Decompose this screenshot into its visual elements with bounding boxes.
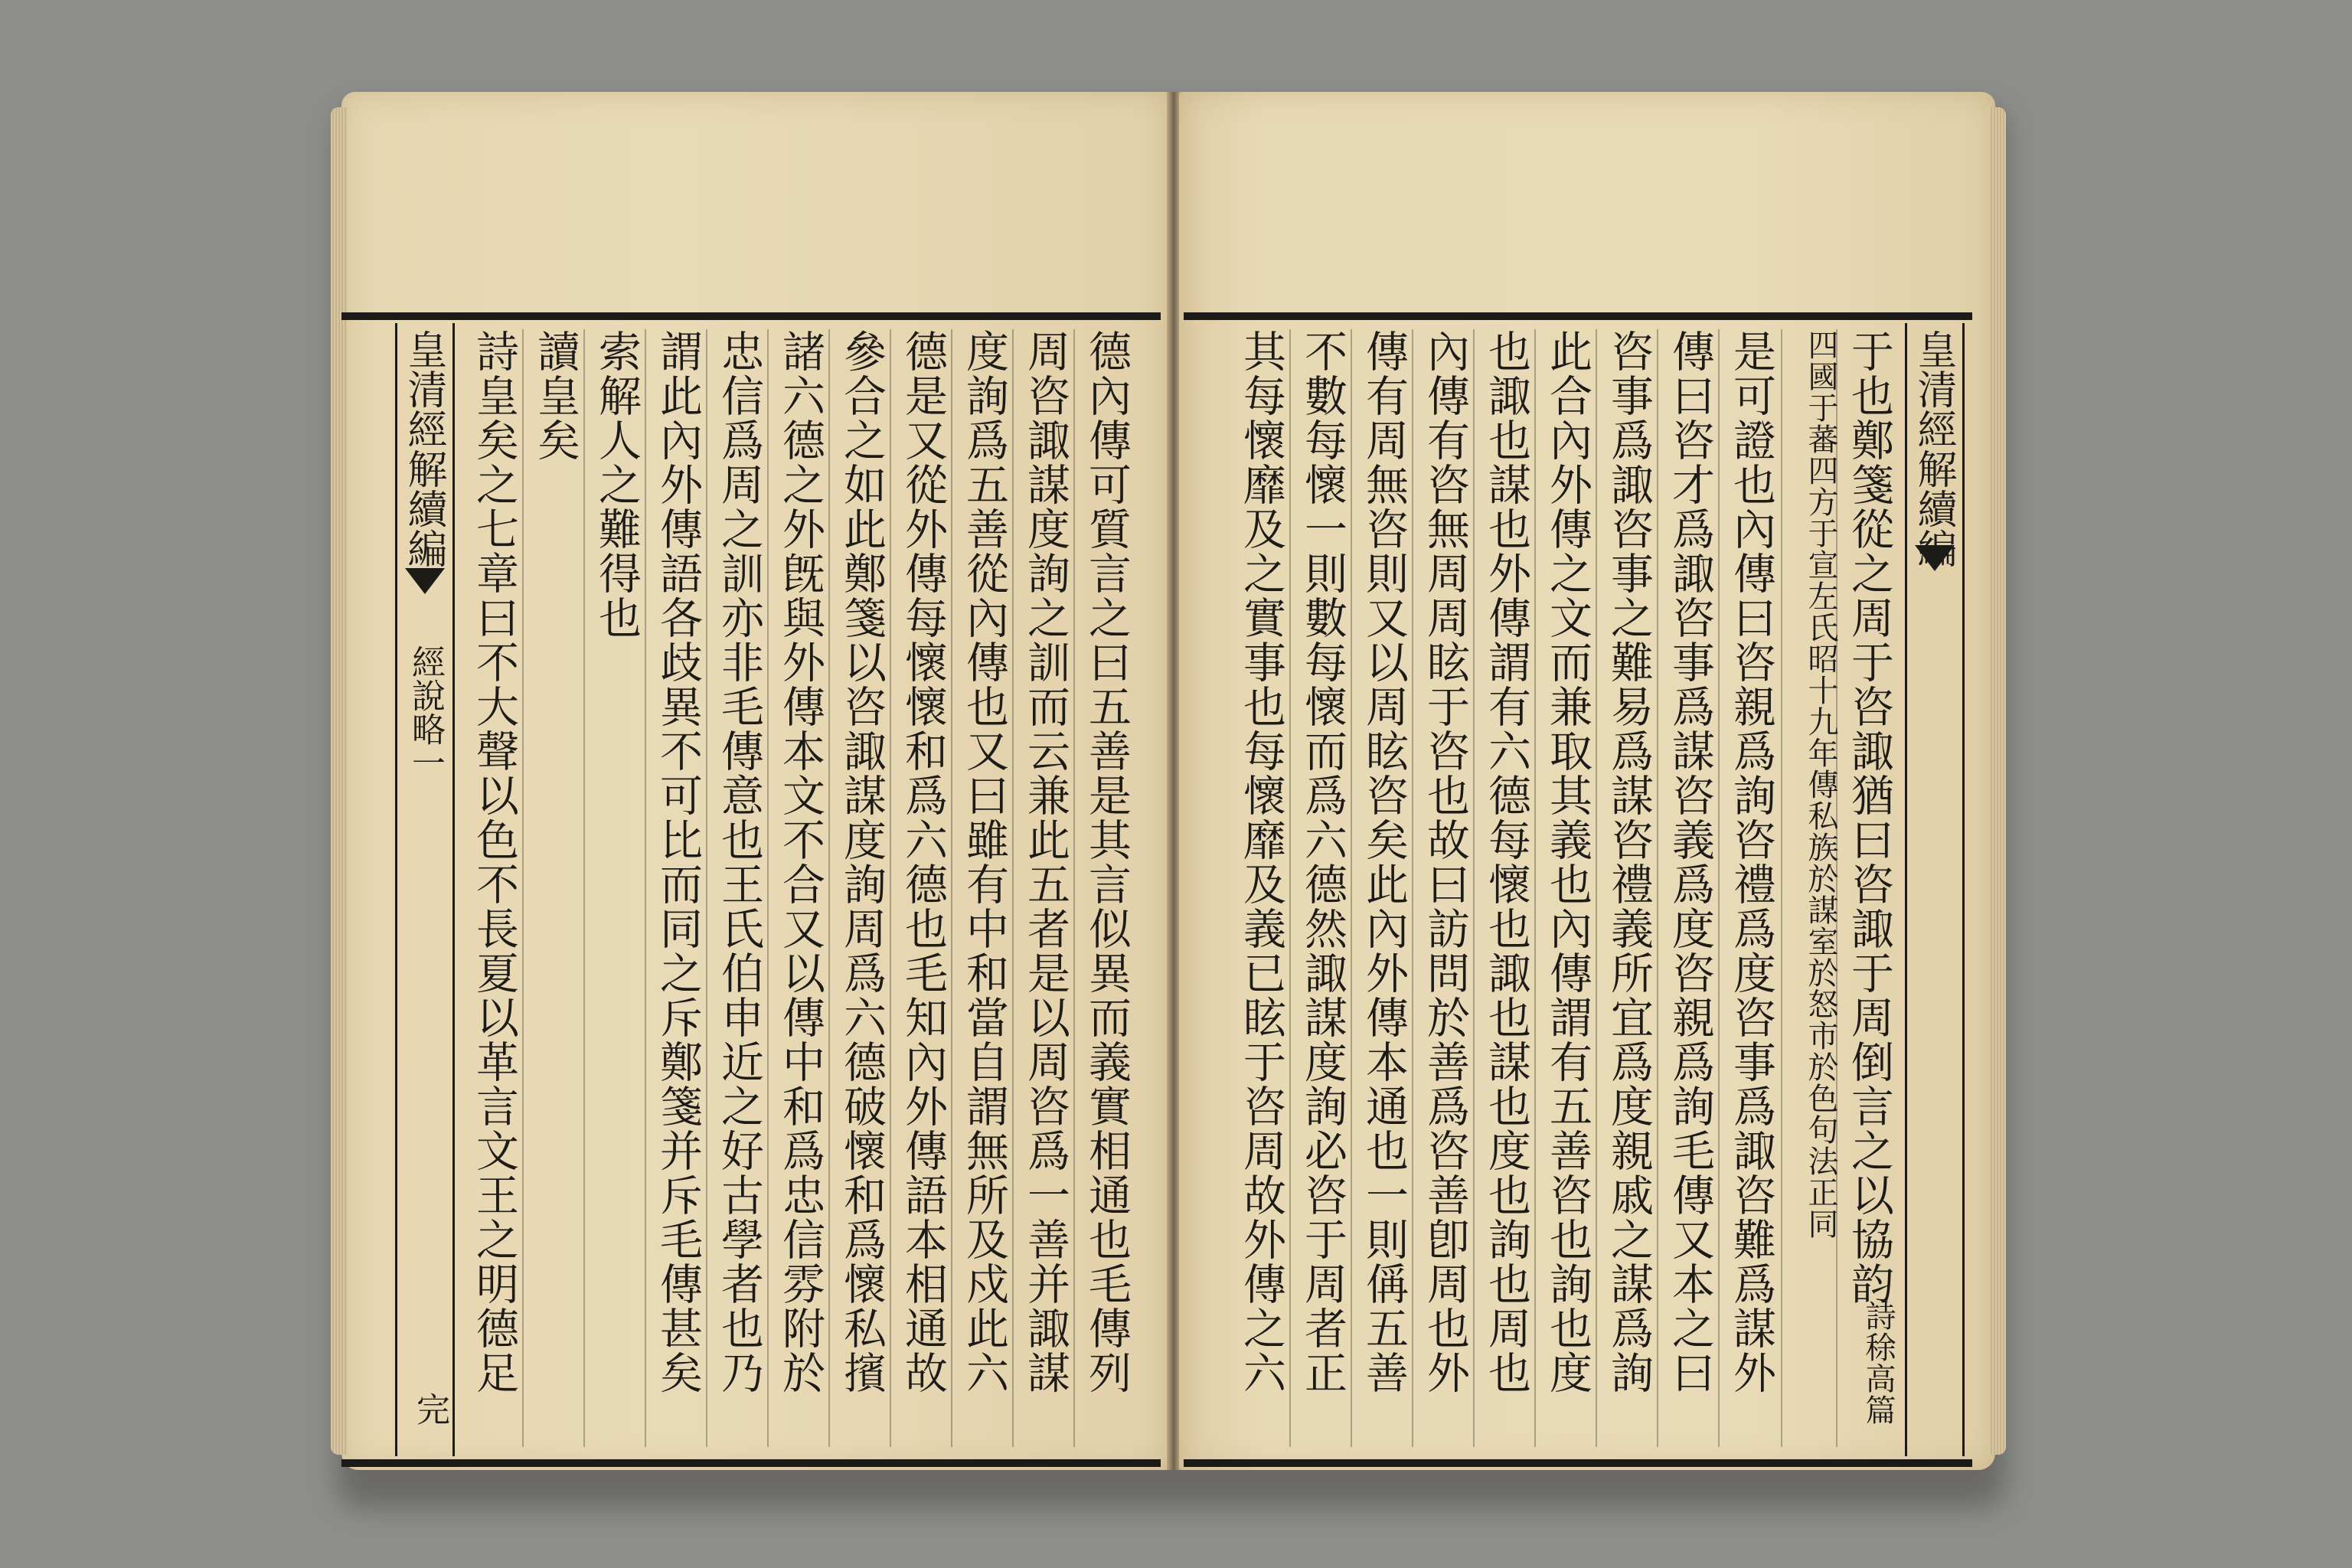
column-divider <box>1412 329 1413 1447</box>
column-divider <box>522 329 524 1447</box>
column-divider <box>767 329 769 1447</box>
center-banner <box>1905 323 1965 1456</box>
column-divider <box>1781 329 1782 1447</box>
center-banner <box>395 323 455 1456</box>
column-divider <box>1657 329 1658 1447</box>
column-divider <box>706 329 707 1447</box>
collection-title: 皇清經解續編 <box>1910 329 1956 568</box>
text-column: 內傳有咨無周周眩于咨也故曰訪問於善爲咨善卽周也外 <box>1420 329 1470 1395</box>
text-column: 傳有周無咨則又以周眩咨矣此內外傳本通也一則偁五善 <box>1359 329 1409 1395</box>
column-divider <box>1718 329 1720 1447</box>
bottom-border-rule <box>341 1459 1161 1467</box>
text-column: 索解人之難得也 <box>592 329 642 640</box>
text-column: 度詢爲五善從內傳也又曰雖有中和當自謂無所及戍此六 <box>959 329 1009 1395</box>
section-title: 經說略一 <box>406 645 445 779</box>
column-divider <box>1534 329 1536 1447</box>
bottom-border-rule <box>1184 1459 1972 1467</box>
text-column: 也諏也謀也外傳謂有六德每懷也諏也謀也度也詢也周也 <box>1481 329 1531 1395</box>
text-column: 謂此內外傳語各歧異不可比而同之斥鄭箋并斥毛傳甚矣 <box>653 329 703 1395</box>
column-divider <box>951 329 952 1447</box>
text-column: 傳曰咨才爲諏咨事爲謀咨義爲度咨親爲詢毛傳又本之曰 <box>1665 329 1715 1395</box>
annotation-small-double: 四國于蕃四方于宣左氏昭十九年傳私族於謀室於怒市於色句法正同 <box>1803 329 1838 1240</box>
text-column: 詩皇矣之七章曰不大聲以色不長夏以革言文王之明德足 <box>469 329 519 1395</box>
text-column: 于也鄭箋從之周于咨諏猶曰咨諏于周倒言之以協韵 <box>1844 329 1894 1306</box>
open-book <box>341 92 1995 1470</box>
page-edges-right <box>1989 107 2006 1455</box>
folio-mark: 完 <box>410 1392 449 1426</box>
left-text-frame <box>341 312 1161 1467</box>
top-border-rule <box>1184 312 1972 320</box>
column-divider <box>1596 329 1597 1447</box>
fish-tail-mark <box>1915 545 1955 571</box>
column-divider <box>1073 329 1075 1447</box>
top-border-rule <box>341 312 1161 320</box>
column-divider <box>1473 329 1475 1447</box>
column-divider <box>890 329 891 1447</box>
text-column: 此合內外傳之文而兼取其義也內傳謂有五善咨也詢也度 <box>1543 329 1592 1395</box>
column-divider <box>1012 329 1014 1447</box>
text-column: 不數每懷一則數每懷而爲六德然諏謀度詢必咨于周者正 <box>1298 329 1348 1395</box>
annotation-small: 詩稌高篇 <box>1860 1300 1896 1426</box>
text-column: 忠信爲周之訓亦非毛傳意也王氏伯申近之好古學者也乃 <box>714 329 764 1395</box>
section-heading: 讀皇矣 <box>531 329 580 462</box>
column-divider <box>828 329 830 1447</box>
text-column: 諸六德之外旣與外傳本文不合又以傳中和爲忠信雰附於 <box>776 329 825 1395</box>
right-text-frame <box>1184 312 1972 1467</box>
text-column: 咨事爲諏咨事之難易爲謀咨禮義所宜爲度親戚之謀爲詢 <box>1604 329 1654 1395</box>
column-divider <box>645 329 646 1447</box>
column-divider <box>1289 329 1291 1447</box>
text-column: 是可證也內傳曰咨親爲詢咨禮爲度咨事爲諏咨難爲謀外 <box>1726 329 1776 1395</box>
text-column: 其每懷靡及之實事也每懷靡及義已眩于咨周故外傳之六 <box>1236 329 1286 1395</box>
text-column: 德是又從外傳每懷懷和爲六德也毛知內外傳語本相通故 <box>898 329 948 1395</box>
text-column: 參合之如此鄭箋以咨諏謀度詢周爲六德破懷和爲懷私擯 <box>837 329 887 1395</box>
fish-tail-mark <box>405 568 445 594</box>
column-divider <box>583 329 585 1447</box>
column-divider <box>1351 329 1352 1447</box>
text-column: 德內傳可質言之曰五善是其言似異而義實相通也毛傳列 <box>1082 329 1132 1395</box>
collection-title: 皇清經解續編 <box>400 329 446 568</box>
left-page <box>341 92 1168 1470</box>
text-column: 周咨諏謀度詢之訓而云兼此五者是以周咨爲一善并諏謀 <box>1021 329 1070 1395</box>
